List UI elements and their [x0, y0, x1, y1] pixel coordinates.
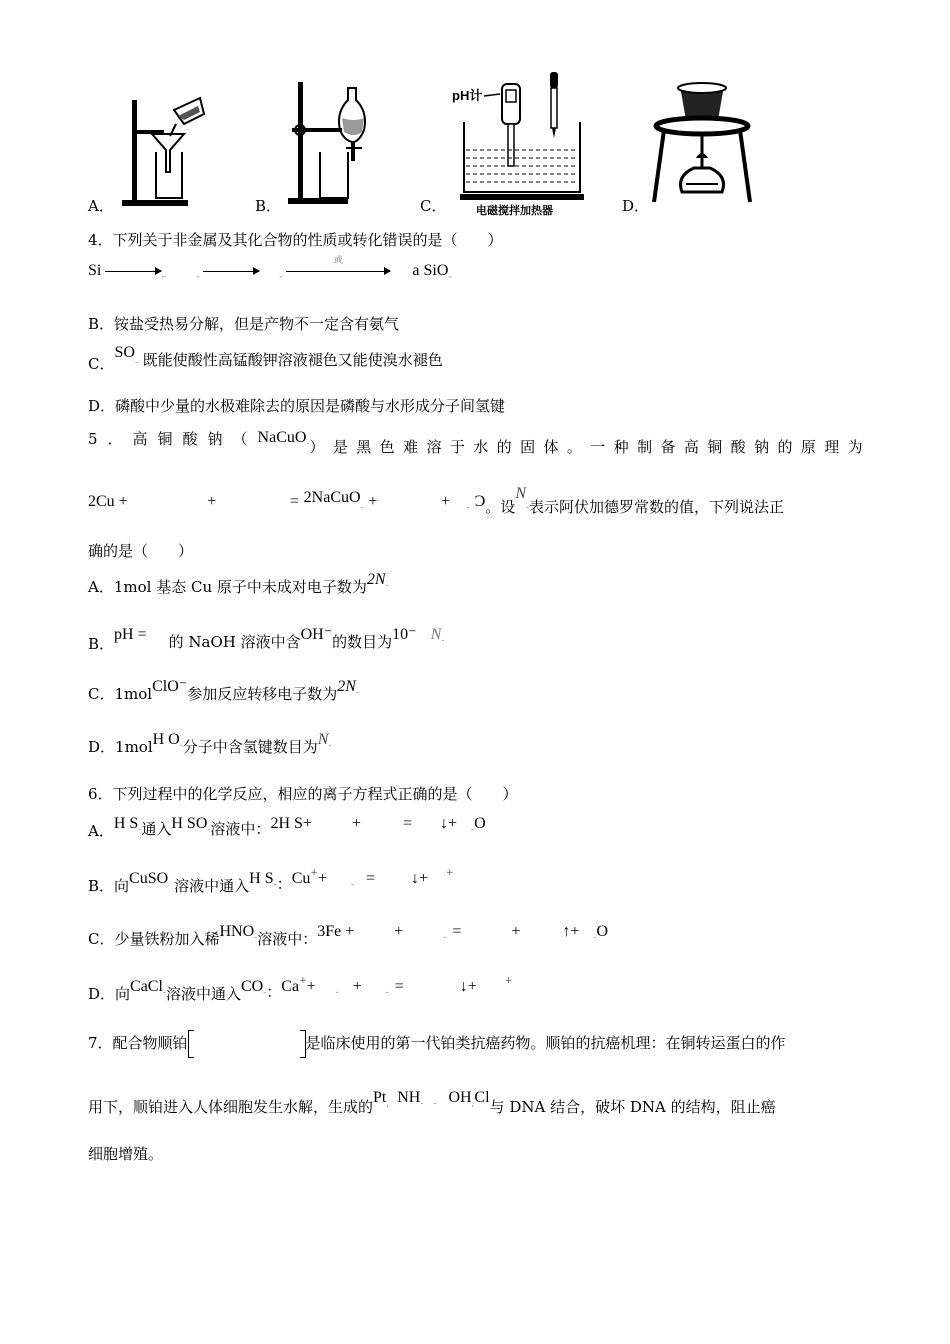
q5-eq-na: N — [515, 485, 526, 502]
q6-a-h2so4: H SO — [171, 815, 208, 832]
arrow-icon — [286, 255, 390, 272]
q6-a-eq5: O — [474, 815, 486, 832]
q6-d-colon: ： — [266, 983, 282, 1001]
q6-a-h2s: H S — [113, 815, 139, 832]
q6-c-eq2: + — [394, 923, 404, 940]
q5-stem-tail: ）是黑色难溶于水的固体。一种制备高铜酸钠的原理为 — [309, 438, 872, 456]
q6-d-text1: 溶液中通入 — [165, 985, 241, 1003]
q6-c-label: C．少量铁粉加入稀 — [88, 930, 220, 948]
q5-eq-equals: = — [289, 493, 299, 510]
q5-option-d: D．1molH $O_-$分子中含氢键数目为$N_-$ — [88, 731, 332, 756]
q5-eq-note-post: 表示阿伏加德罗常数的值，下列说法正 — [529, 498, 785, 516]
arrow-icon — [105, 263, 161, 272]
q6-a-eq3: = — [402, 815, 412, 832]
q5-eq-rhs1: 2NaCuO — [303, 489, 361, 506]
q6-d-eq4: = — [394, 978, 404, 995]
q6-c-hno3: HNO — [219, 923, 255, 940]
q6-d-eq2: + — [306, 978, 316, 995]
q5-a-value: 2N — [366, 571, 386, 588]
q5-eq-plus2: + — [368, 493, 378, 510]
q5-b-value: 10⁻ — [392, 626, 417, 643]
q5-b-n: N — [430, 626, 442, 643]
q6-stem: 6．下列过程中的化学反应，相应的离子方程式正确的是（ ） — [88, 785, 518, 803]
q6-b-text1: 溶液中通入 — [174, 877, 250, 895]
q7-line2-pt: Pt — [373, 1089, 387, 1106]
apparatus-figures — [0, 60, 950, 220]
q5-b-oh: OH⁻ — [300, 626, 333, 643]
q5-stem-end: 确的是（ ） — [88, 542, 194, 560]
q6-d-eq1: Ca — [281, 978, 300, 995]
q7-line1-tail: 是临床使用的第一代铂类抗癌药物。顺铂的抗癌机理：在铜转运蛋白的作 — [305, 1034, 786, 1052]
q5-stem-head: 5．高铜酸钠（ — [88, 430, 258, 448]
q5-eq-plus3: + — [440, 493, 451, 510]
q7-line3: 细胞增殖。 — [88, 1145, 164, 1163]
q5-b-text2: 的数目为 — [332, 633, 393, 651]
q4-option-b: B．铵盐受热易分解，但是产物不一定含有氨气 — [88, 315, 400, 333]
q6-a-eq1: 2H S+ — [270, 815, 312, 832]
q6-a-label: A． — [88, 822, 114, 840]
q5-c-text: C．1mol — [88, 685, 153, 703]
ph-meter-figure — [450, 70, 592, 216]
q5-option-b: B．pH = 的 NaOH 溶液中含OH⁻的数目为10⁻ $N_-$ — [88, 626, 445, 653]
q6-b-eq2: + — [317, 870, 327, 887]
q4-option-a: Si $_⌐$ $_-$ $_-$ 或 a SiO$_-$ — [88, 255, 452, 281]
ph-meter-label: pH计 — [452, 88, 483, 103]
q4-option-d: D．磷酸中少量的水极难除去的原因是磷酸与水形成分子间氢键 — [88, 397, 506, 415]
q5-b-label: B． — [88, 635, 115, 653]
q6-option-a: A．H $S_-$通入H $SO_-$溶液中：2H S+ + = ↓+ $_-$O — [88, 815, 486, 840]
q7-line2-head: 用下，顺铂进入人体细胞发生水解，生成的 — [88, 1098, 374, 1116]
q5-d-text2: 分子中含氢键数目为 — [182, 738, 318, 756]
figure-option-c: C． — [420, 197, 447, 215]
q5-stem-formula: NaCuO — [257, 429, 307, 446]
q6-c-eq1: 3Fe + — [317, 923, 355, 940]
q4-option-c: C．$SO_-$ 既能使酸性高锰酸钾溶液褪色又能使溴水褪色 — [88, 344, 443, 373]
q6-c-eq6: O — [596, 923, 609, 940]
q6-c-eq4: + — [511, 923, 521, 940]
q7-line2-cl: Cl — [474, 1089, 490, 1106]
q6-b-eq1: Cu — [291, 870, 311, 887]
q7-line1 — [88, 1030, 786, 1058]
q5-c-text2: 参加反应转移电子数为 — [187, 685, 338, 703]
q5-d-value: N — [317, 731, 329, 748]
q6-option-d: D．向CaCl$_-$溶液中通入$CO_-$：Ca++ $_-$ + $_-$ = ↓+ + — [88, 976, 513, 1003]
q4-c-label: C． — [88, 355, 115, 373]
q6-a-eq4: ↓+ — [439, 815, 458, 832]
q6-b-h2s: H S — [249, 870, 274, 887]
q5-eq-note-pre: 。设 — [485, 498, 516, 516]
q4-c-formula: SO — [114, 344, 135, 361]
q5-stem-line1: 5．高铜酸钠（ NaCuO$_-$ ）是黑色难溶于水的固体。一种制备高铜酸钠的原理为 — [88, 429, 872, 456]
q5-eq-plus1: + — [207, 493, 217, 510]
q4-a-si: Si — [88, 262, 102, 279]
q7-line2-oh: OH — [448, 1089, 472, 1106]
q6-a-eq2: + — [351, 815, 361, 832]
figure-option-d: D． — [622, 197, 650, 215]
q6-d-cacl2: CaCl — [130, 978, 163, 995]
q5-d-h2o: H O — [152, 731, 180, 748]
q5-eq-lhs: 2Cu + — [88, 493, 128, 510]
q6-b-eq3: = — [365, 870, 376, 887]
filtration-apparatus-figure — [118, 90, 208, 210]
figure-option-b: B． — [255, 197, 282, 215]
q6-b-colon: ： — [276, 875, 292, 893]
q5-b-text1: 的 NaOH 溶液中含 — [168, 633, 301, 651]
q5-option-c: C．1molClO⁻参加反应转移电子数为$2N_-$ — [88, 678, 359, 703]
q7-line2: 用下，顺铂进入人体细胞发生水解，生成的$Pt_,$ $NH_-$ $_-$ $OH_,Cl$与 DNA 结合，破坏 DNA 的结构，阻止癌 — [88, 1089, 776, 1116]
q5-c-clo: ClO⁻ — [152, 678, 188, 695]
q6-c-eq5: ↑+ — [562, 923, 580, 940]
q6-a-text2: 溶液中： — [210, 820, 271, 838]
q5-a-text: A．1mol 基态 Cu 原子中未成对电子数为 — [88, 578, 367, 596]
q4-a-arrow-label: 或 — [333, 255, 343, 265]
q6-option-c: C．少量铁粉加入稀$HNO_-$溶液中：3Fe + + $_-$ = + ↑+ $_-$O — [88, 923, 609, 948]
q5-eq-end: Ɔ — [474, 493, 486, 510]
q4-a-product: a SiO — [412, 262, 449, 279]
q4-stem: 4．下列关于非金属及其化合物的性质或转化错误的是（ ） — [88, 231, 503, 249]
cisplatin-formula-bracket — [188, 1030, 306, 1058]
q7-line2-nh: NH — [397, 1089, 421, 1106]
q6-option-b: B．向CuSO 溶液中通入H $S_-$：Cu++ $_-$ = ↓+ + — [88, 868, 454, 895]
q7-line1-head: 7．配合物顺铂 — [88, 1034, 188, 1052]
q6-c-eq3: = — [452, 923, 462, 940]
q5-c-value: 2N — [337, 678, 356, 695]
evaporation-figure — [650, 80, 754, 210]
q6-b-label: B．向 — [88, 877, 130, 895]
q6-d-eq5: ↓+ — [459, 978, 477, 995]
q6-b-cuso4: CuSO — [129, 870, 169, 887]
separatory-funnel-figure — [282, 78, 372, 210]
q6-b-eq4: ↓+ — [411, 870, 429, 887]
q6-c-text1: 溶液中： — [257, 930, 318, 948]
arrow-icon — [203, 263, 259, 272]
q6-d-eq3: + — [352, 978, 362, 995]
q5-equation-line: 2Cu + + = 2NaCuO$_-$ + + $_-$ Ɔ。设$N_-$表示阿伏加德罗常数的值，下列说法正 — [88, 485, 785, 516]
q5-d-text: D．1mol — [88, 738, 153, 756]
q6-d-co2: CO — [240, 978, 264, 995]
q7-line2-tail: 与 DNA 结合，破坏 DNA 的结构，阻止癌 — [489, 1098, 776, 1116]
q6-a-text1: 通入 — [141, 820, 172, 838]
q6-d-label: D．向 — [88, 985, 131, 1003]
stirrer-heater-label: 电磁搅拌加热器 — [476, 205, 553, 216]
q5-option-a: A．1mol 基态 Cu 原子中未成对电子数为$2N_-$ — [88, 571, 389, 596]
figure-option-a: A． — [88, 197, 114, 215]
q4-c-text: 既能使酸性高锰酸钾溶液褪色又能使溴水褪色 — [142, 351, 443, 369]
q5-b-ph: pH = — [114, 626, 147, 643]
